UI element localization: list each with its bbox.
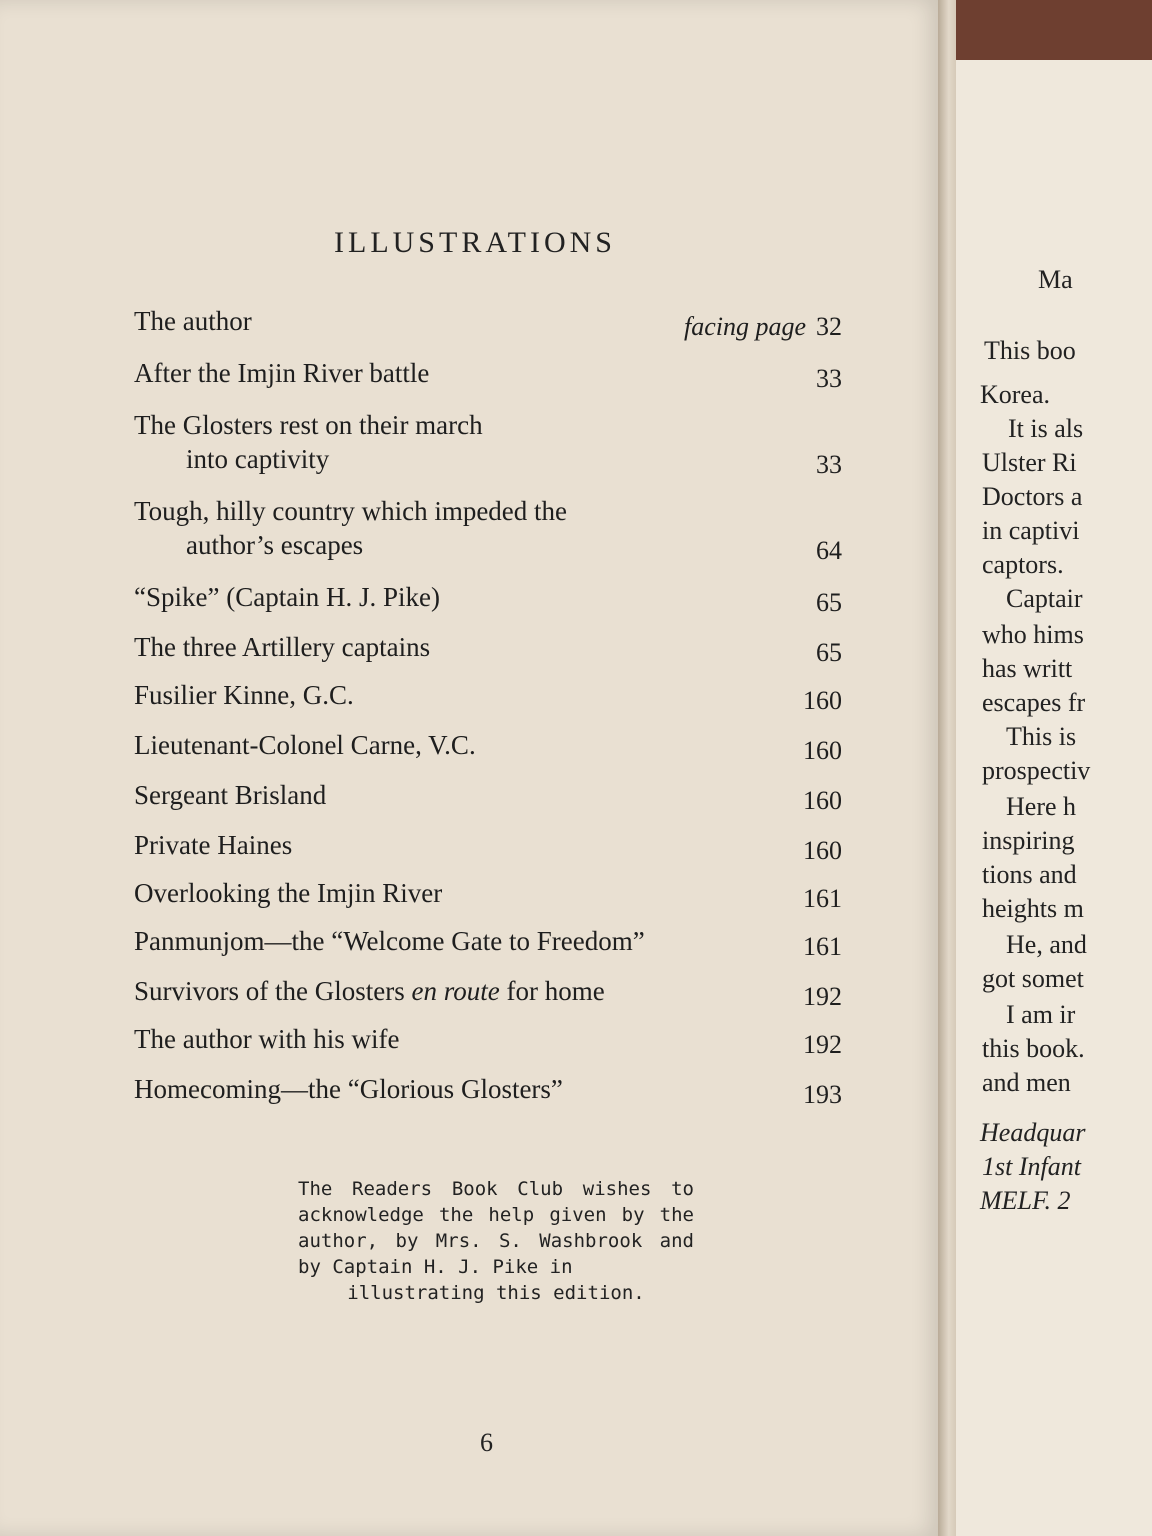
- acknowledgement-last-line: illustrating this edition.: [347, 1282, 645, 1304]
- toc-entry: [134, 630, 842, 667]
- toc-entry: [134, 876, 842, 913]
- right-page-text-line: This is: [1006, 722, 1077, 751]
- right-page-text-line: Doctors a: [982, 482, 1083, 511]
- right-page-text-line: has writt: [982, 654, 1073, 683]
- toc-entry: [134, 828, 842, 865]
- entry-title: Survivors of the Glosters: [134, 976, 412, 1006]
- entry-page: 160: [803, 836, 842, 865]
- toc-entry: [134, 974, 842, 1011]
- entry-page: 32: [816, 312, 842, 341]
- toc-entry: [134, 924, 842, 961]
- entry-title: The Glosters rest on their march: [134, 410, 483, 440]
- entry-page: 193: [803, 1080, 842, 1109]
- entry-title: Lieutenant-Colonel Carne, V.C.: [134, 730, 476, 760]
- right-page-text-line: Ulster Ri: [982, 448, 1077, 477]
- entry-title: “Spike” (Captain H. J. Pike): [134, 582, 440, 612]
- right-page-text-line: tions and: [982, 860, 1077, 889]
- entry-page: 160: [803, 736, 842, 765]
- right-page-text-line: in captivi: [982, 516, 1080, 545]
- entry-page: 64: [816, 536, 842, 565]
- entry-title: Private Haines: [134, 830, 293, 860]
- right-page-text-line: Here h: [1006, 792, 1077, 821]
- page-number: 6: [480, 1428, 493, 1457]
- entry-title: Homecoming—the “Glorious Glosters”: [134, 1074, 563, 1104]
- toc-entry: [134, 408, 842, 479]
- toc-entry: [134, 678, 842, 715]
- entry-title: The three Artillery captains: [134, 632, 431, 662]
- entry-page: 65: [816, 588, 842, 617]
- right-page-text-line: this book.: [982, 1034, 1085, 1063]
- right-page-text-line: 1st Infant: [982, 1152, 1081, 1181]
- entry-title-block: [134, 408, 842, 476]
- entry-page: 65: [816, 638, 842, 667]
- right-page-text-line: got somet: [982, 964, 1084, 993]
- entry-page: 161: [803, 932, 842, 961]
- entry-title: Tough, hilly country which impeded the: [134, 496, 568, 526]
- toc-entry: [134, 356, 842, 393]
- right-page-text-line: Korea.: [980, 380, 1051, 409]
- entry-page: 160: [803, 686, 842, 715]
- entry-page: 192: [803, 982, 842, 1011]
- toc-entry: [134, 778, 842, 815]
- right-page-text-line: This boo: [984, 336, 1076, 365]
- right-page-text-line: Headquar: [980, 1118, 1086, 1147]
- toc-entry: [134, 728, 842, 765]
- entry-title: Overlooking the Imjin River: [134, 878, 443, 908]
- page-heading: ILLUSTRATIONS: [334, 226, 616, 259]
- entry-title: Sergeant Brisland: [134, 780, 327, 810]
- entry-title-continuation: author’s escapes: [186, 530, 364, 560]
- right-page: [952, 60, 1152, 1536]
- entry-title: Fusilier Kinne, G.C.: [134, 680, 354, 710]
- entry-page: 192: [803, 1030, 842, 1059]
- toc-entry: [134, 1022, 842, 1059]
- acknowledgement-body: The Readers Book Club wishes to acknowledge the help given by the author, by Mrs. S. Washbrook and by Captain H. J. Pike in: [298, 1178, 694, 1278]
- entry-title: Panmunjom—the “Welcome Gate to Freedom”: [134, 926, 645, 956]
- entry-page-wrapper: [684, 310, 842, 344]
- right-page-text-line: He, and: [1006, 930, 1087, 959]
- acknowledgement-note: [298, 1176, 694, 1306]
- entry-title: After the Imjin River battle: [134, 358, 430, 388]
- toc-entry: [134, 304, 842, 341]
- entry-page: 160: [803, 786, 842, 815]
- right-page-text-line: It is als: [1008, 414, 1084, 443]
- entry-page: 33: [816, 450, 842, 479]
- entry-title-italic: en route: [411, 976, 500, 1006]
- book-gutter: [938, 0, 956, 1536]
- right-page-text-line: escapes fr: [982, 688, 1086, 717]
- entry-page: 161: [803, 884, 842, 913]
- right-page-text-line: prospectiv: [982, 756, 1091, 785]
- entry-title-block: [134, 494, 842, 562]
- right-page-text-line: MELF. 2: [980, 1186, 1071, 1215]
- toc-entry: [134, 1072, 842, 1109]
- entry-title: The author with his wife: [134, 1024, 400, 1054]
- entry-title: The author: [134, 306, 252, 336]
- entry-page: 33: [816, 364, 842, 393]
- right-page-text-line: Ma: [1038, 265, 1073, 294]
- right-page-text-line: who hims: [982, 620, 1084, 649]
- entry-title-continuation: into captivity: [186, 444, 330, 474]
- right-page-text-line: and men: [982, 1068, 1071, 1097]
- right-page-text-line: inspiring: [982, 826, 1075, 855]
- facing-page-label: facing page: [683, 312, 806, 341]
- entry-title-block: [134, 974, 842, 1008]
- right-page-text-line: I am ir: [1006, 1000, 1076, 1029]
- right-page-text-line: Captair: [1006, 584, 1083, 613]
- entry-title-end: for home: [499, 976, 605, 1006]
- right-page-text-line: heights m: [982, 894, 1084, 923]
- right-page-text-line: captors.: [982, 550, 1064, 579]
- toc-entry: [134, 494, 842, 565]
- toc-entry: [134, 580, 842, 617]
